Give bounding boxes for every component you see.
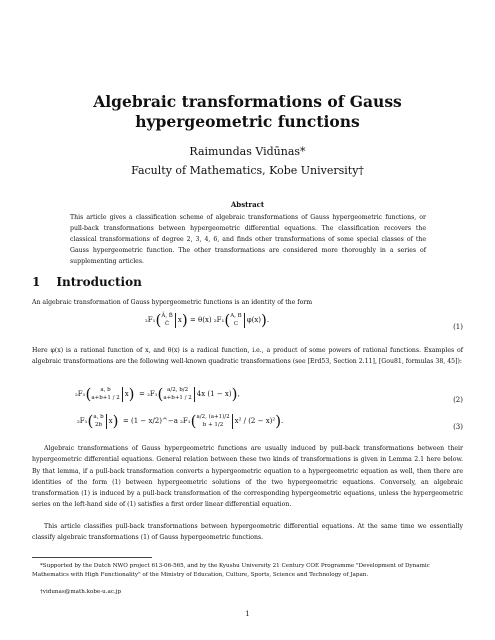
- equation-2-number: (2): [453, 396, 463, 404]
- equation-3-number: (3): [453, 423, 463, 431]
- section-number: 1: [32, 275, 41, 289]
- page-number: 1: [245, 610, 250, 618]
- footnote-rule: [32, 557, 152, 558]
- eq2-bottom2: a+b+1 / 2: [163, 395, 192, 401]
- eq3-prefix: ₂F₁: [77, 417, 88, 425]
- abstract-text: This article gives a classification scheme of algebraic transformations of Gauss hypergeometric functions, or pull-back transformations between hypergeometric differential equations. The classification recovers the classical transformations of degree 2, 3, 4, 6, and finds other transformations of some special classes of the Gauss hypergeometric function. The other transformations are considered more thoroughly in a series of supplementing articles.: [70, 214, 426, 265]
- eq3-top: a, b: [93, 414, 104, 420]
- section-title: Introduction: [56, 275, 142, 289]
- eq1-end: .: [266, 316, 270, 324]
- equation-2: ₂F₁( a, b a+b+1 / 2 x) = ₂F₁( a/2, b/2 a+b+1 / 2 4x (1 − x)),: [75, 385, 240, 403]
- eq1-arg2: φ(x): [246, 316, 262, 324]
- author-affiliation: Faculty of Mathematics, Kobe University†: [131, 164, 364, 177]
- eq1-prefix: ₂F₁: [145, 316, 156, 324]
- eq3-mid: = (1 − x/2)^−a ₂F₁: [122, 417, 191, 425]
- eq1-bottom: C̃: [164, 321, 170, 327]
- intro-paragraph-4: This article classifies pull-back transformations between hypergeometric differential equations. At the same time we essentially classify algebraic transformations (1) of Gauss hypergeometric functions.: [32, 523, 463, 542]
- eq3-bottom: 2b: [94, 422, 102, 428]
- equation-3: ₂F₁(a, b 2b x) = (1 − x/2)^−a ₂F₁(a/2, (a+1)/2 b + 1/2 x² / (2 − x)²).: [77, 412, 284, 430]
- eq1-top2: A, B: [230, 313, 242, 319]
- eq2-bottom: a+b+1 / 2: [91, 395, 120, 401]
- eq2-mid: = ₂F₁: [138, 390, 158, 398]
- eq2-arg: x: [124, 390, 129, 398]
- equation-1: ₂F₁(Ã, B̃ C̃ x) = θ(x) ₂F₁(A, B C φ(x)).: [145, 311, 270, 329]
- equation-1-number: (1): [453, 323, 463, 331]
- eq2-top: a, b: [100, 387, 111, 393]
- eq2-top2: a/2, b/2: [167, 387, 189, 393]
- eq3-bottom2: b + 1/2: [202, 422, 224, 428]
- abstract-heading: Abstract: [230, 200, 265, 209]
- intro-paragraph-2: Here φ(x) is a rational function of x, and θ(x) is a radical function, i.e., a product of some powers of rational functions. Examples of algebraic transformations are the following well-known quadratic transformations (see [Erd53, Section 2.11], [Gou81, formulas 38, 45]):: [32, 347, 463, 366]
- intro-paragraph-3: Algebraic transformations of Gauss hypergeometric functions are usually induced by pull-back transformations between their hypergeometric differential equations. General relation between these two kinds of transformations is given in Lemma 2.1 here below. By that lemma, if a pull-back transformation converts a hypergeometric equation to a hypergeometric equation as well, then there are identities of the form (1) between hypergeometric solutions of the two hypergeometric equations. Conversely, an algebraic transformation (1) is induced by a pull-back transformation of the corresponding hypergeometric equations, unless the hypergeometric series on the left-hand side of (1) satisfies a first order linear differential equation.: [32, 445, 463, 509]
- author-name: Raimundas Vidūnas*: [189, 145, 306, 158]
- eq2-prefix: ₂F₁: [75, 390, 86, 398]
- eq3-arg: x: [108, 417, 113, 425]
- footnote-email: †vidunas@math.kobe-u.ac.jp: [40, 589, 122, 595]
- eq3-end: .: [281, 417, 284, 425]
- section-heading: [32, 275, 142, 289]
- eq1-bottom2: C: [233, 321, 239, 327]
- eq2-end: ,: [237, 390, 240, 398]
- eq1-arg: x: [177, 316, 182, 324]
- eq1-top: Ã, B̃: [161, 313, 173, 319]
- eq1-mid: = θ(x) ₂F₁: [189, 316, 225, 324]
- eq3-top2: a/2, (a+1)/2: [196, 414, 230, 420]
- footnote-funding: *Supported by the Dutch NWO project 613-06-565, and by the Kyushu University 21 Century COE Programme "Development of Dynamic Mathematics with High Functionality" of the Ministry of Education, Culture, Sports, Science and Technology of Japan.: [32, 563, 430, 578]
- eq2-arg2: 4x (1 − x): [196, 390, 232, 398]
- paper-title: Algebraic transformations of Gauss hypergeometric functions: [93, 92, 402, 131]
- eq3-arg2: x² / (2 − x)²: [234, 417, 276, 425]
- intro-paragraph-1: An algebraic transformation of Gauss hypergeometric functions is an identity of the form: [32, 299, 313, 306]
